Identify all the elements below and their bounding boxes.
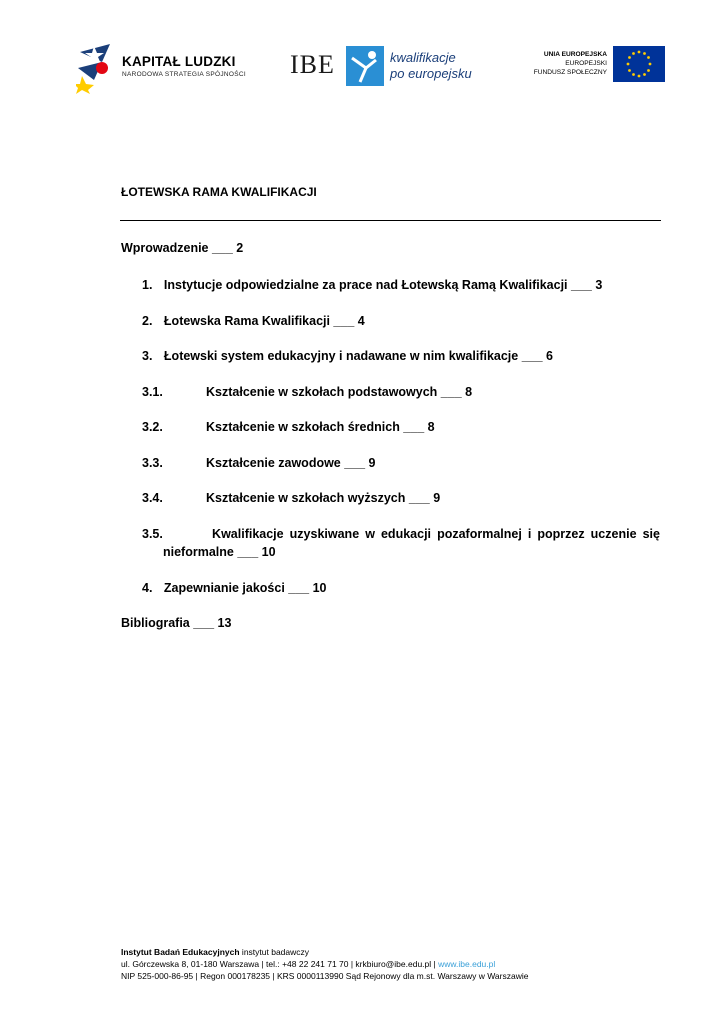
footer-website-link[interactable]: www.ibe.edu.pl — [438, 959, 496, 969]
toc-entry-intro[interactable]: Wprowadzenie ___ 2 — [121, 241, 244, 255]
eu-line-1: UNIA EUROPEJSKA — [543, 51, 607, 58]
toc-entry-text: Zapewnianie jakości ___ 10 — [163, 581, 327, 595]
toc-entry-text: Łotewska Rama Kwalifikacji ___ 4 — [163, 314, 365, 328]
title-divider — [120, 220, 661, 221]
toc-entry-text: Kształcenie w szkołach średnich ___ 8 — [206, 420, 435, 434]
toc-entry-text: Łotewski system edukacyjny i nadawane w nim kwalifikacje ___ 6 — [163, 349, 553, 363]
toc-entry-number: 3.3. — [142, 456, 163, 470]
footer-address: ul. Górczewska 8, 01-180 Warszawa | tel.: +48 22 241 71 70 | krkbiuro@ibe.edu.pl | — [121, 959, 439, 969]
footer-registry-line: NIP 525-000-86-95 | Regon 000178235 | KRS 0000113990 Sąd Rejonowy dla m.st. Warszawy w Warszawie — [121, 971, 529, 981]
footer-address-line — [121, 958, 528, 970]
toc-entry-3-4[interactable] — [121, 491, 661, 507]
toc-entry-number: 3.1. — [142, 385, 163, 399]
ibe-tagline-1: kwalifikacje — [390, 50, 456, 65]
toc-entry-number: 3. — [142, 349, 153, 363]
toc-entry-number: 3.5. — [142, 527, 163, 541]
toc-entry-2[interactable] — [142, 314, 365, 328]
toc-entry-number: 3.2. — [142, 420, 163, 434]
kapital-ludzki-emblem-icon — [76, 38, 118, 94]
toc-word: i — [527, 527, 532, 541]
document-title: ŁOTEWSKA RAMA KWALIFIKACJI — [121, 185, 317, 199]
toc-word: uczenie — [590, 527, 637, 541]
toc-entry-3-5-line-2: nieformalne ___ 10 — [163, 545, 276, 559]
ibe-name: IBE — [290, 50, 335, 79]
page-header — [0, 38, 725, 94]
toc-entry-number: 4. — [142, 581, 153, 595]
toc-entry-text: Instytucje odpowiedzialne za prace nad Łotewską Ramą Kwalifikacji ___ 3 — [163, 278, 603, 292]
toc-entry-text: Kształcenie zawodowe ___ 9 — [206, 456, 376, 470]
eu-line-2: EUROPEJSKI — [565, 60, 607, 67]
kapital-ludzki-title: KAPITAŁ LUDZKI — [122, 54, 236, 69]
toc-word: się — [642, 527, 660, 541]
toc-entry-3-3[interactable] — [121, 456, 661, 472]
toc-word: uzyskiwane — [289, 527, 360, 541]
toc-entry-text: Kształcenie w szkołach wyższych ___ 9 — [206, 491, 441, 505]
toc-word: pozaformalnej — [437, 527, 522, 541]
toc-entry-text: Kształcenie w szkołach podstawowych ___ 8 — [206, 385, 473, 399]
toc-entry-3-1[interactable] — [121, 385, 661, 401]
toc-word: edukacji — [380, 527, 432, 541]
toc-entry-3-5[interactable] — [121, 527, 661, 563]
toc-entry-1[interactable] — [142, 278, 602, 292]
toc-entry-3-5-line-1 — [142, 527, 660, 541]
eu-line-3: FUNDUSZ SPOŁECZNY — [533, 69, 607, 76]
page-footer — [121, 946, 528, 982]
toc-entry-3[interactable] — [142, 349, 553, 363]
toc-word: poprzez — [537, 527, 585, 541]
toc-entry-number: 3.4. — [142, 491, 163, 505]
ibe-tagline-2: po europejsku — [390, 66, 472, 81]
toc-entry-number: 1. — [142, 278, 153, 292]
ibe-figure-icon — [346, 46, 384, 86]
eu-logo — [520, 38, 665, 94]
toc-word: w — [365, 527, 375, 541]
toc-entry-3-2[interactable] — [121, 420, 661, 436]
footer-org-line — [121, 946, 528, 958]
footer-org-type: instytut badawczy — [239, 947, 310, 957]
toc-entry-bibliography[interactable]: Bibliografia ___ 13 — [121, 616, 232, 630]
toc-word: Kwalifikacje — [212, 527, 284, 541]
toc-entry-4[interactable] — [142, 581, 327, 595]
eu-text — [534, 50, 607, 77]
eu-flag-icon — [613, 46, 665, 82]
kapital-ludzki-subtitle: NARODOWA STRATEGIA SPÓJNOŚCI — [122, 71, 246, 78]
toc-entry-number: 2. — [142, 314, 153, 328]
footer-org-name: Instytut Badań Edukacyjnych — [121, 947, 240, 957]
ibe-logo — [290, 38, 470, 94]
kapital-ludzki-logo — [76, 38, 246, 94]
